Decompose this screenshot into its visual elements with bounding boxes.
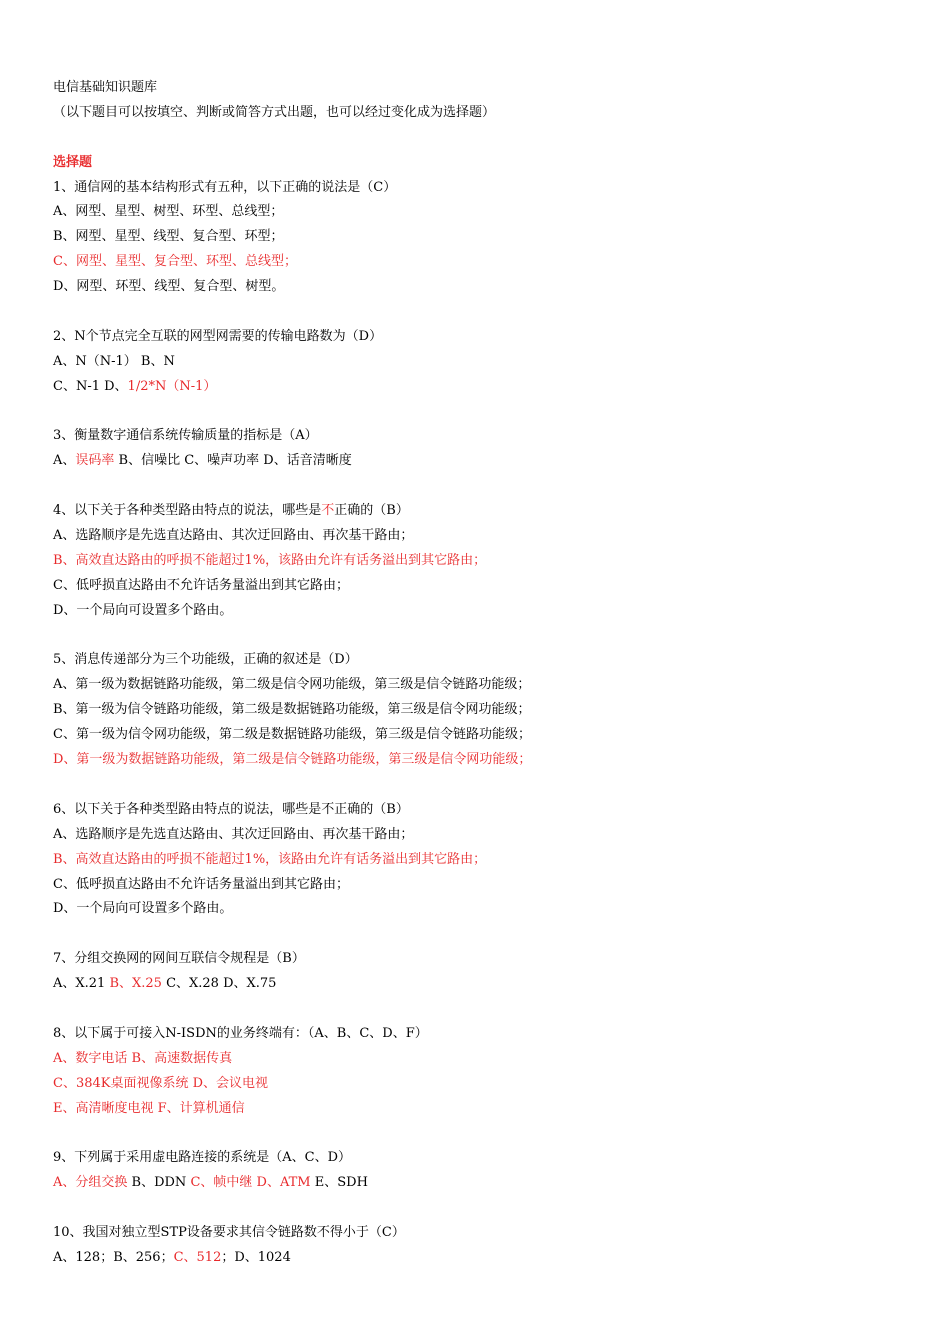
doc-note: （以下题目可以按填空、判断或简答方式出题，也可以经过变化成为选择题）	[53, 104, 496, 120]
question-4-stem-post: 正确的（B）	[334, 503, 409, 519]
question-10-option-d: ；D、1024	[221, 1249, 291, 1265]
question-6-option-c: C、低呼损直达路由不允许话务量溢出到其它路由；	[53, 876, 349, 892]
question-1-stem: 1、通信网的基本结构形式有五种，以下正确的说法是（C）	[53, 179, 397, 195]
spacer	[53, 300, 913, 325]
question-5-option-d: D、第一级为数据链路功能级，第二级是信令链路功能级，第三级是信令网功能级；	[53, 752, 532, 768]
question-5-stem: 5、消息传递部分为三个功能级，正确的叙述是（D）	[53, 652, 358, 668]
question-9-option-e: E、SDH	[310, 1175, 368, 1191]
question-5-option-a: A、第一级为数据链路功能级，第二级是信令网功能级，第三级是信令链路功能级；	[53, 677, 531, 693]
question-4-option-c: C、低呼损直达路由不允许话务量溢出到其它路由；	[53, 577, 349, 593]
question-9-option-b: B、DDN	[127, 1175, 191, 1191]
section-title: 选择题	[53, 154, 93, 170]
question-3-answer: 误码率	[75, 453, 115, 469]
question-6-option-a: A、选路顺序是先选直达路由、其次迂回路由、再次基干路由；	[53, 826, 414, 842]
question-6-option-b: B、高效直达路由的呼损不能超过1%，该路由允许有话务溢出到其它路由；	[53, 851, 487, 867]
question-1-option-d: D、网型、环型、线型、复合型、树型。	[53, 279, 285, 295]
question-7-other-options: C、X.28 D、X.75	[161, 976, 277, 992]
question-9-options	[53, 1171, 913, 1196]
spacer	[53, 922, 913, 947]
question-1-option-c: C、网型、星型、复合型、环型、总线型；	[53, 254, 297, 270]
question-6-stem: 6、以下关于各种类型路由特点的说法，哪些是不正确的（B）	[53, 801, 409, 817]
spacer	[53, 474, 913, 499]
question-3-stem: 3、衡量数字通信系统传输质量的指标是（A）	[53, 428, 318, 444]
question-10-answer: C、512	[173, 1249, 222, 1265]
question-1-option-a: A、网型、星型、树型、环型、总线型；	[53, 204, 284, 220]
spacer	[53, 400, 913, 425]
spacer	[53, 773, 913, 798]
question-2-stem: 2、N个节点完全互联的网型网需要的传输电路数为（D）	[53, 328, 383, 344]
question-2-options-cd	[53, 375, 913, 400]
question-10-options-ab: A、128；B、256；	[53, 1249, 174, 1265]
question-4-option-d: D、一个局向可设置多个路由。	[53, 602, 233, 618]
question-9-option-d: D、ATM	[256, 1175, 311, 1191]
question-10-options	[53, 1246, 913, 1271]
question-9-option-c: C、帧中继	[190, 1175, 253, 1191]
spacer	[53, 126, 913, 151]
question-8-options-ef: E、高清晰度电视 F、计算机通信	[53, 1100, 245, 1116]
question-3-option-a-prefix: A、	[53, 453, 76, 469]
question-7-stem: 7、分组交换网的网间互联信令规程是（B）	[53, 951, 305, 967]
question-5-option-c: C、第一级为信令网功能级，第二级是数据链路功能级，第三级是信令链路功能级；	[53, 727, 531, 743]
question-8-options-cd: C、384K桌面视像系统 D、会议电视	[53, 1075, 269, 1091]
question-2-answer: 1/2*N（N-1）	[127, 378, 217, 394]
question-7-options	[53, 972, 913, 997]
question-4-option-b: B、高效直达路由的呼损不能超过1%，该路由允许有话务溢出到其它路由；	[53, 552, 487, 568]
doc-title: 电信基础知识题库	[53, 80, 158, 95]
question-1-option-b: B、网型、星型、线型、复合型、环型；	[53, 229, 284, 245]
question-10-stem: 10、我国对独立型STP设备要求其信令链路数不得小于（C）	[53, 1224, 405, 1240]
question-2-options-ab: A、N（N-1） B、N	[53, 353, 175, 369]
question-4-stem-pre: 4、以下关于各种类型路由特点的说法，哪些是	[53, 503, 322, 519]
question-7-answer: B、X.25	[109, 976, 162, 992]
question-9-stem: 9、下列属于采用虚电路连接的系统是（A、C、D）	[53, 1150, 352, 1166]
question-6-option-d: D、一个局向可设置多个路由。	[53, 901, 233, 917]
spacer	[53, 1121, 913, 1146]
question-8-options-ab: A、数字电话 B、高速数据传真	[53, 1050, 233, 1066]
question-2-options-cd-text: C、N-1 D、	[53, 378, 128, 394]
question-8-stem: 8、以下属于可接入N-ISDN的业务终端有：（A、B、C、D、F）	[53, 1025, 428, 1041]
question-7-option-a: A、X.21	[53, 976, 110, 992]
question-4-stem-emphasis: 不	[321, 503, 335, 519]
question-3-options	[53, 449, 913, 474]
question-5-option-b: B、第一级为信令链路功能级，第二级是数据链路功能级，第三级是信令网功能级；	[53, 702, 531, 718]
question-9-option-a: A、分组交换	[53, 1175, 128, 1191]
question-4-stem	[53, 499, 913, 524]
question-3-other-options: B、信噪比 C、噪声功率 D、话音清晰度	[114, 453, 352, 469]
document-page	[53, 76, 913, 1271]
spacer	[53, 1196, 913, 1221]
spacer	[53, 997, 913, 1022]
spacer	[53, 624, 913, 649]
question-4-option-a: A、选路顺序是先选直达路由、其次迂回路由、再次基干路由；	[53, 528, 414, 544]
